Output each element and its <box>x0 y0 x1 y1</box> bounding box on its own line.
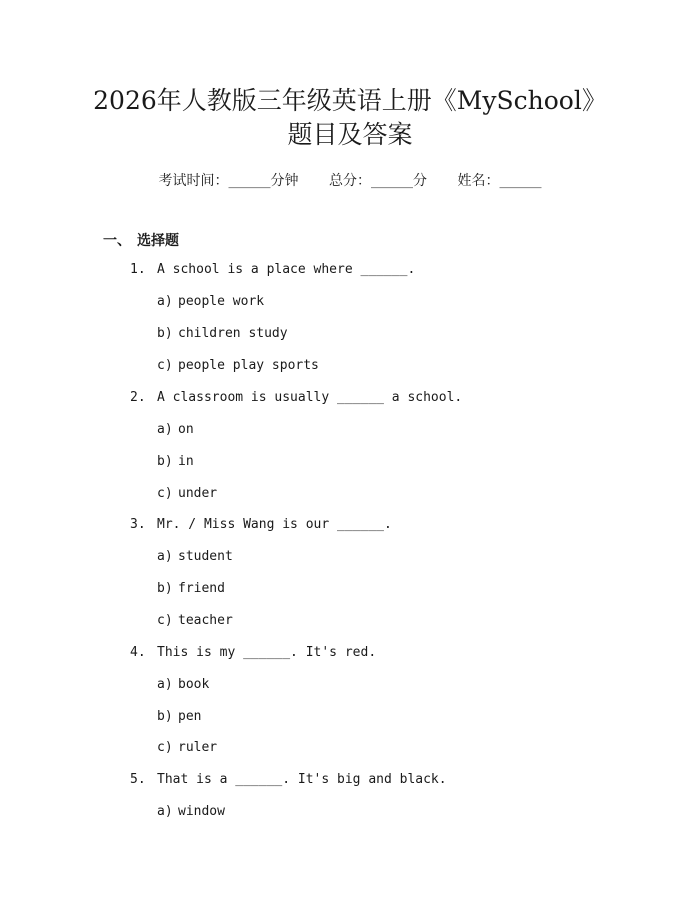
option-letter: c) <box>157 486 173 501</box>
question-4 <box>130 645 376 660</box>
question-5 <box>130 772 447 787</box>
option-letter: c) <box>157 358 173 373</box>
option-text: student <box>178 549 233 564</box>
student-name-field: 姓名：______ <box>457 173 542 189</box>
question-text: This is my ______. It's red. <box>157 645 377 660</box>
question-3-option-a <box>157 549 233 564</box>
option-letter: c) <box>157 613 173 628</box>
option-letter: b) <box>157 326 173 341</box>
option-letter: a) <box>157 549 173 564</box>
question-2-option-b <box>157 454 194 469</box>
option-text: pen <box>178 709 202 724</box>
option-text: people work <box>178 294 265 309</box>
question-2 <box>130 390 462 405</box>
question-number: 1. <box>130 262 146 277</box>
section-title: 选择题 <box>137 233 179 249</box>
option-text: children study <box>178 326 288 341</box>
page-title: 2026年人教版三年级英语上册《MySchool》 <box>93 86 607 115</box>
option-text: people play sports <box>178 358 319 373</box>
question-4-option-a <box>157 677 209 692</box>
question-3-option-c <box>157 613 233 628</box>
option-letter: b) <box>157 581 173 596</box>
page-subtitle: 题目及答案 <box>287 120 413 149</box>
option-letter: a) <box>157 677 173 692</box>
option-text: under <box>178 486 218 501</box>
question-1-option-c <box>157 358 319 373</box>
question-1-option-a <box>157 294 264 309</box>
exam-info <box>0 170 700 190</box>
option-text: window <box>178 804 225 819</box>
question-1 <box>130 262 415 277</box>
option-text: friend <box>178 581 225 596</box>
option-letter: a) <box>157 422 173 437</box>
option-letter: b) <box>157 454 173 469</box>
question-text: A classroom is usually ______ a school. <box>157 390 463 405</box>
question-5-option-a <box>157 804 225 819</box>
total-score-field: 总分：______分 <box>329 173 427 189</box>
question-1-option-b <box>157 326 288 341</box>
question-text: A school is a place where ______. <box>157 262 416 277</box>
question-3-option-b <box>157 581 225 596</box>
section-number: 一、 <box>103 233 131 249</box>
question-2-option-a <box>157 422 194 437</box>
question-number: 4. <box>130 645 146 660</box>
question-2-option-c <box>157 486 217 501</box>
question-number: 3. <box>130 517 146 532</box>
question-4-option-b <box>157 709 201 724</box>
option-text: teacher <box>178 613 233 628</box>
section-heading <box>103 230 179 250</box>
question-number: 5. <box>130 772 146 787</box>
question-3 <box>130 517 392 532</box>
question-text: Mr. / Miss Wang is our ______. <box>157 517 392 532</box>
exam-time-field: 考试时间：______分钟 <box>158 173 299 189</box>
option-text: on <box>178 422 194 437</box>
question-text: That is a ______. It's big and black. <box>157 772 447 787</box>
option-letter: a) <box>157 294 173 309</box>
option-text: in <box>178 454 194 469</box>
option-letter: c) <box>157 740 173 755</box>
option-text: ruler <box>178 740 218 755</box>
option-text: book <box>178 677 210 692</box>
option-letter: a) <box>157 804 173 819</box>
question-number: 2. <box>130 390 146 405</box>
option-letter: b) <box>157 709 173 724</box>
question-4-option-c <box>157 740 217 755</box>
